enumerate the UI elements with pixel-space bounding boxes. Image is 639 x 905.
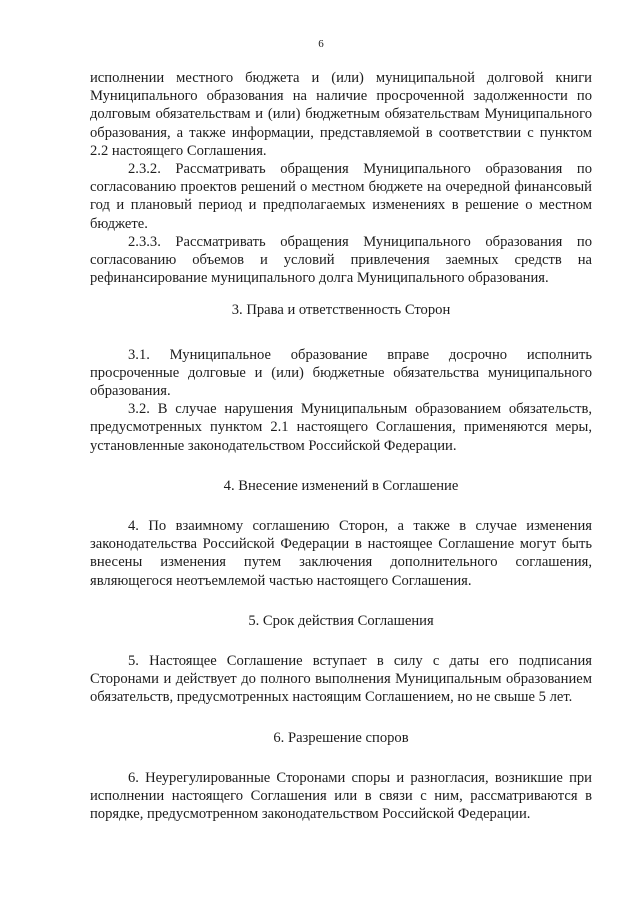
section-heading-4: 4. Внесение изменений в Соглашение: [223, 477, 459, 494]
paragraph-4: 4. По взаимному соглашению Сторон, а также в случае изменения законодательства Российской Федерации в настоящее Соглашение могут быть внесены изменения путем заключения дополнительного соглашения, являющегося неотъемлемой частью настоящего Соглашения.: [90, 518, 592, 589]
section-heading-5: 5. Срок действия Соглашения: [248, 612, 434, 629]
paragraph-2-3-2: 2.3.2. Рассматривать обращения Муниципального образования по согласованию проектов решений о местном бюджете на очередной финансовый год и плановый период и предполагаемых изменениях в решение о местном бюджете.: [90, 161, 592, 232]
paragraph-2-3-3: 2.3.3. Рассматривать обращения Муниципального образования по согласованию объемов и условий привлечения заемных средств на рефинансирование муниципального долга Муниципального образования.: [90, 233, 592, 287]
section-heading-3: 3. Права и ответственность Сторон: [231, 302, 451, 319]
paragraph-6: 6. Неурегулированные Сторонами споры и разногласия, возникшие при исполнении настоящего Соглашения или в связи с ним, рассматриваются в порядке, предусмотренном законодательством Российской Федерации.: [90, 769, 592, 823]
paragraph-5: 5. Настоящее Соглашение вступает в силу с даты его подписания Сторонами и действует до полного выполнения Муниципальным образованием обязательств, предусмотренных настоящим Соглашением, но не свыше 5 лет.: [90, 653, 592, 706]
paragraph-2-3-1-continuation: исполнении местного бюджета и (или) муниципальной долговой книги Муниципального образования на наличие просроченной задолженности по долговым обязательствам и (или) бюджетным обязательствам Муниципального образования, а также информации, представляемой в соответствии с пунктом 2.2 настоящего Соглашения.: [90, 70, 592, 159]
section-heading-6: 6. Разрешение споров: [273, 729, 409, 746]
page-number: 6: [318, 38, 324, 50]
paragraph-3-2: 3.2. В случае нарушения Муниципальным образованием обязательств, предусмотренных пунктом 2.1 настоящего Соглашения, применяются меры, установленные законодательством Российской Федерации.: [90, 401, 592, 454]
paragraph-3-1: 3.1. Муниципальное образование вправе досрочно исполнить просроченные долговые и (или) бюджетные обязательства муниципального образования.: [90, 346, 592, 400]
